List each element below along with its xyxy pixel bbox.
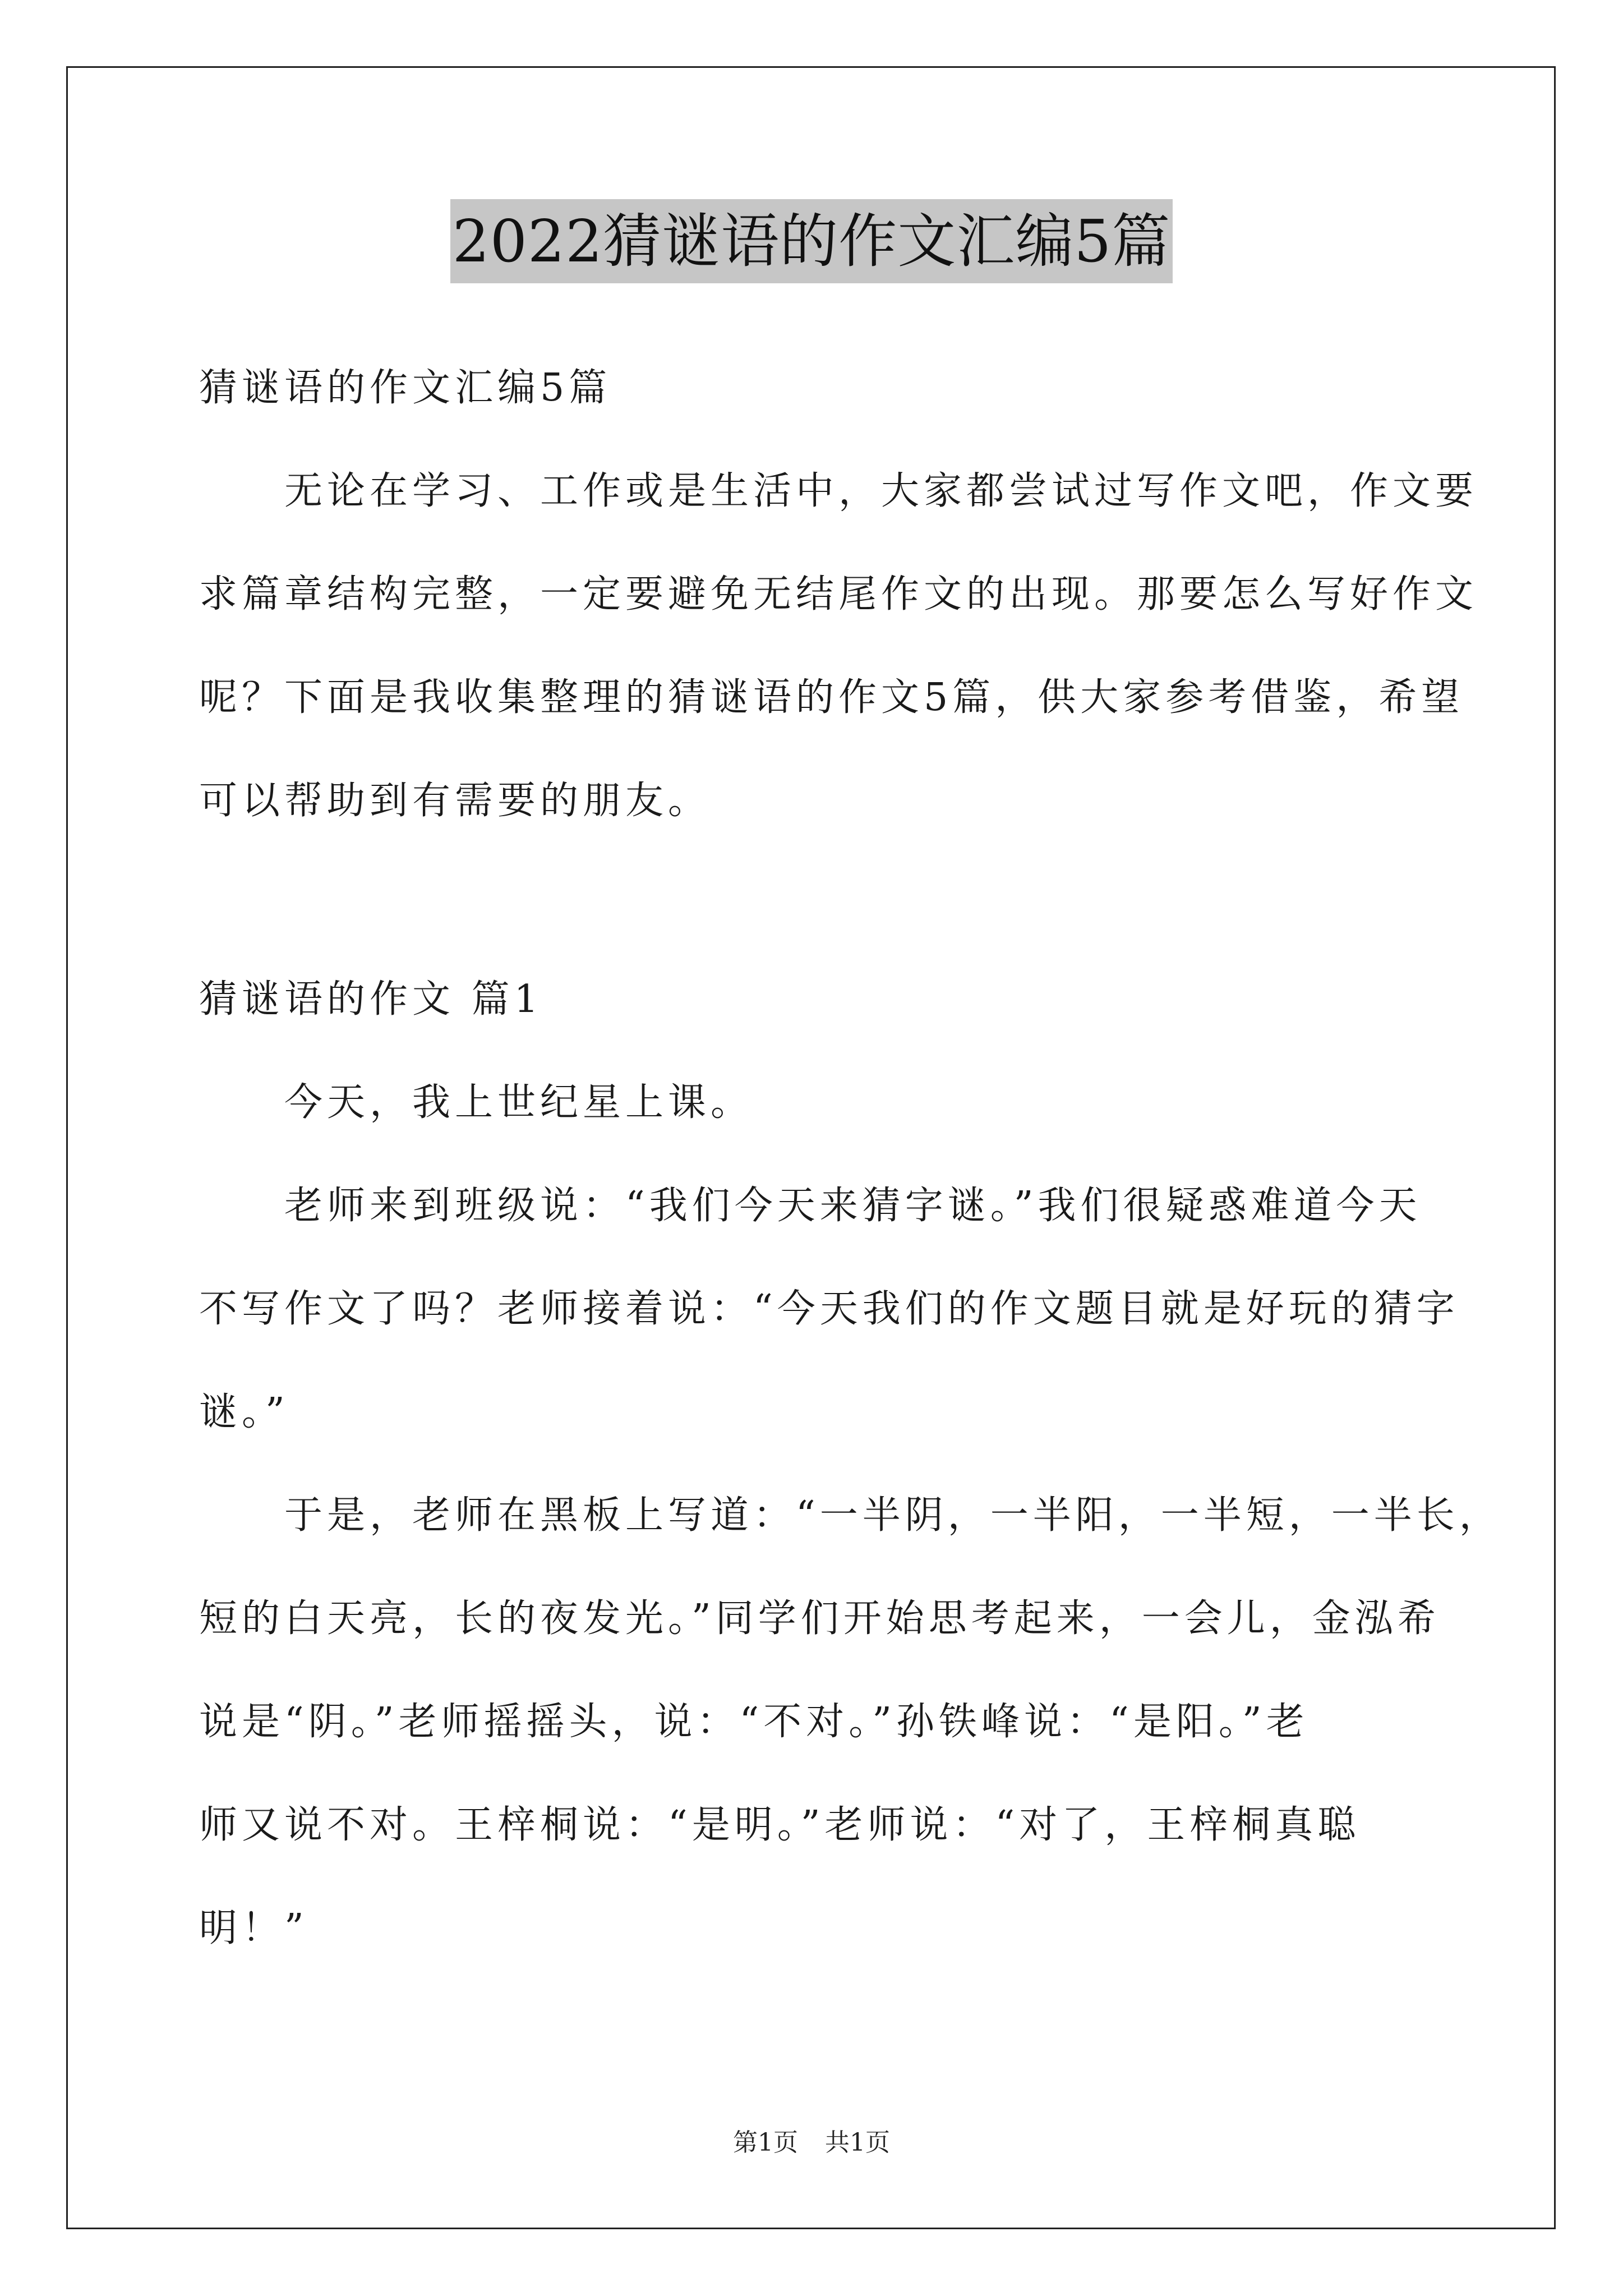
document-subtitle: 猜谜语的作文汇编5篇 [199, 366, 612, 410]
page-number-total: 共1页 [825, 2128, 890, 2157]
body-line: 师又说不对。王梓桐说：“是明。”老师说：“对了，王梓桐真聪 [199, 1803, 1361, 1847]
body-line: 短的白天亮，长的夜发光。”同学们开始思考起来，一会儿，金泓希 [199, 1596, 1440, 1641]
body-line: 今天，我上世纪星上课。 [199, 1080, 754, 1125]
intro-line: 求篇章结构完整，一定要避免无结尾作文的出现。那要怎么写好作文 [199, 572, 1478, 616]
document-title: 2022猜谜语的作文汇编5篇 [450, 199, 1173, 283]
intro-line: 无论在学习、工作或是生活中，大家都尝试过写作文吧，作文要 [199, 469, 1478, 513]
paragraph-gap [199, 853, 1433, 948]
body-line: 于是，老师在黑板上写道：“一半阴，一半阳，一半短，一半长， [199, 1493, 1502, 1538]
page-footer [0, 2126, 1623, 2160]
section-heading: 猜谜语的作文 篇1 [199, 977, 543, 1022]
body-line: 明！” [199, 1906, 308, 1950]
intro-line: 可以帮助到有需要的朋友。 [199, 779, 711, 823]
body-line: 老师来到班级说：“我们今天来猜字谜。”我们很疑惑难道今天 [199, 1184, 1422, 1228]
body-line: 谜。” [199, 1390, 289, 1434]
body-line: 不写作文了吗？老师接着说：“今天我们的作文题目就是好玩的猜字 [199, 1287, 1459, 1331]
body-line: 说是“阴。”老师摇摇头，说：“不对。”孙铁峰说：“是阳。”老 [199, 1700, 1309, 1744]
document-body [199, 337, 1502, 1980]
intro-line: 呢？下面是我收集整理的猜谜语的作文5篇，供大家参考借鉴，希望 [199, 675, 1464, 720]
title-container [0, 199, 1623, 283]
page-number-current: 第1页 [733, 2128, 798, 2157]
